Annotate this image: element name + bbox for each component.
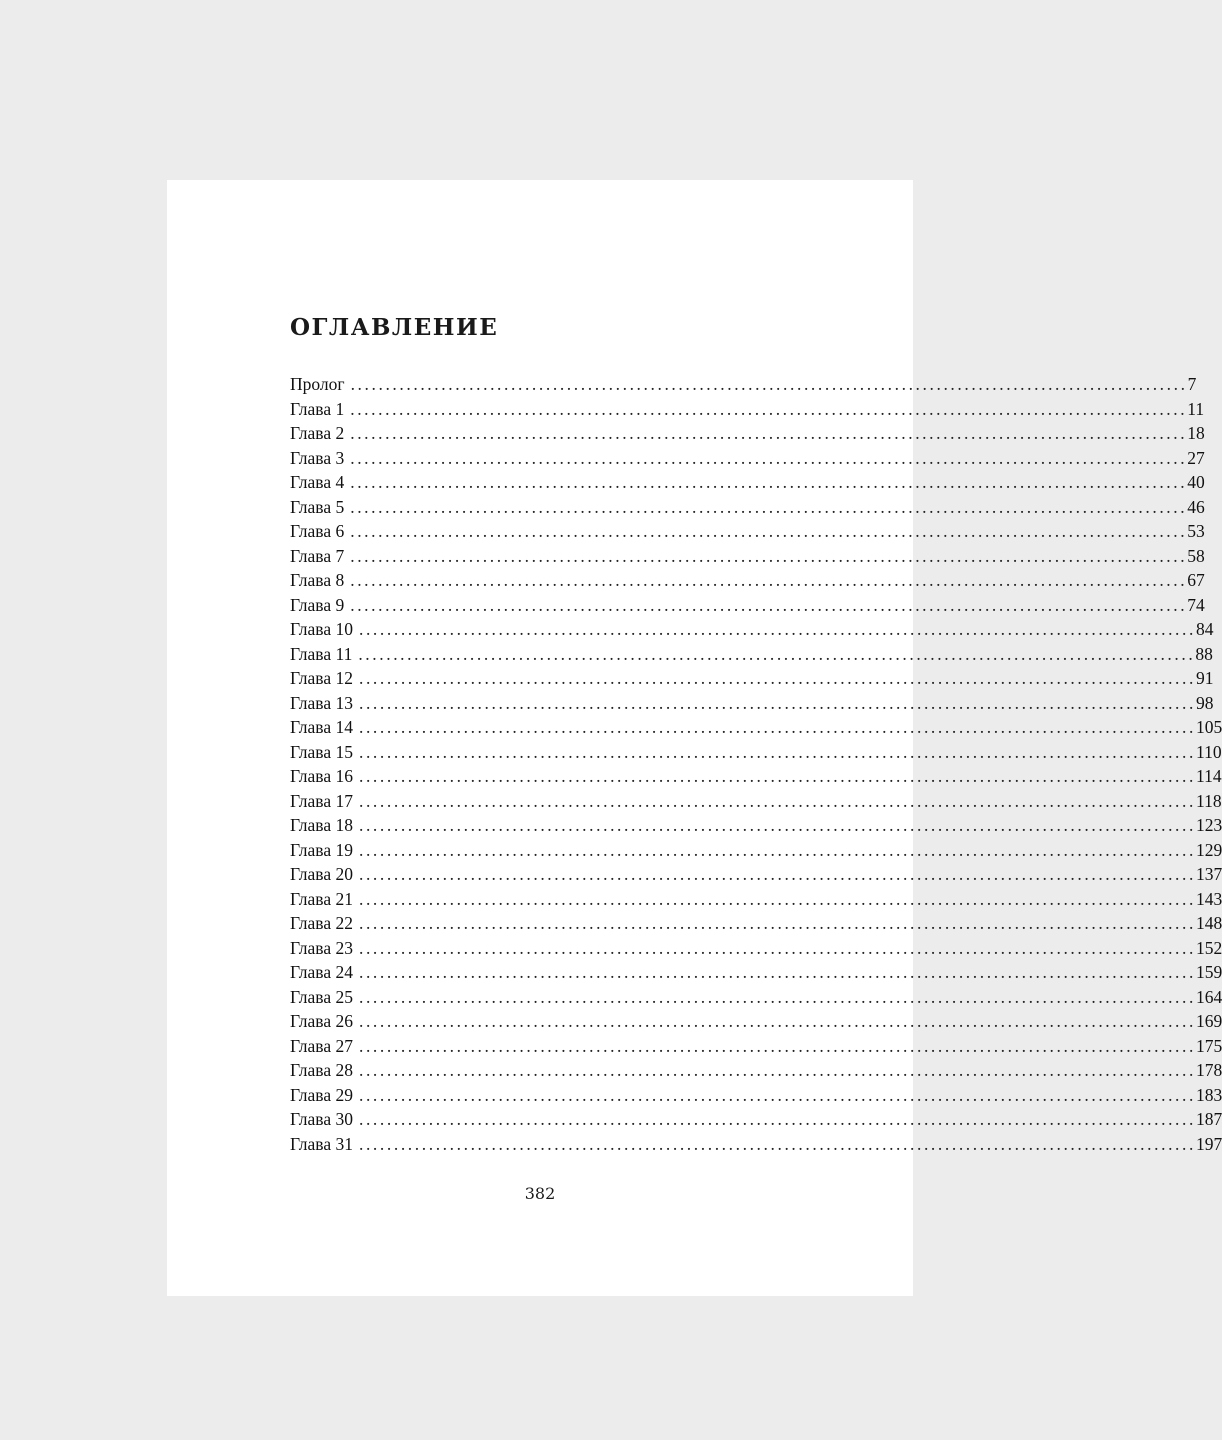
toc-entry-label: Глава 2 [290,423,345,443]
dot-leader: ........................................................................................................................ [358,668,1196,688]
toc-entry-label: Глава 5 [290,496,345,517]
dot-leader: ........................................................................................................................ [350,521,1188,541]
toc-entry-label: Глава 28 [290,1060,353,1080]
toc-entry-page: 164 [1195,986,1222,1007]
toc-entry [290,766,1222,791]
toc-entry [290,1011,1222,1036]
dot-leader: ........................................................................................................................ [358,962,1196,982]
toc-entry-page: 152 [1195,937,1222,958]
toc-entry-page: 143 [1195,888,1222,909]
toc-entry-page: 88 [1195,643,1213,664]
toc-entry [290,815,1222,840]
toc-entry [290,986,1222,1012]
toc-entry [290,447,1205,473]
dot-leader: ........................................................................................................................ [358,937,1196,958]
dot-leader: ........................................................................................................................ [350,398,1188,419]
toc-entry [290,374,1197,399]
dot-leader: ........................................................................................................................ [358,1133,1196,1154]
toc-entry-label: Глава 10 [290,619,353,639]
dot-leader: ........................................................................................................................ [358,864,1196,884]
toc-entry-label: Глава 13 [290,692,353,713]
toc-entry [290,496,1205,522]
toc-entry [290,472,1205,497]
book-page [167,180,1222,1296]
toc-entry-page: 178 [1195,1060,1222,1080]
toc-entry-page: 27 [1187,447,1205,468]
dot-leader: ........................................................................................................................ [358,1035,1196,1056]
toc-entry-label: Глава 6 [290,521,345,541]
toc-entry-label: Глава 12 [290,668,353,688]
toc-entry-page: 110 [1195,741,1222,762]
toc-entry-page: 129 [1195,839,1222,860]
dot-leader: ........................................................................................................................ [358,790,1196,811]
toc-entry-label: Глава 9 [290,594,345,615]
toc-entry [290,790,1222,816]
toc-entry [290,1084,1222,1110]
toc-entry-label: Глава 20 [290,864,353,884]
toc-entry-page: 148 [1195,913,1222,933]
dot-leader: ........................................................................................................................ [350,594,1188,615]
dot-leader: ........................................................................................................................ [358,692,1196,713]
toc-entry [290,643,1213,669]
toc-entry [290,619,1214,644]
dot-leader: ........................................................................................................................ [358,1109,1196,1129]
toc-entry-page: 187 [1195,1109,1222,1129]
toc-entry-page: 105 [1195,717,1222,737]
toc-entry-page: 58 [1187,545,1205,566]
toc-entry-page: 18 [1187,423,1205,443]
dot-leader: ........................................................................................................................ [358,1084,1196,1105]
toc-entry-label: Глава 8 [290,570,345,590]
toc-entry [290,668,1214,693]
toc-entry-page: 114 [1195,766,1222,786]
toc-entry-page: 40 [1187,472,1205,492]
dot-leader: ........................................................................................................................ [358,619,1196,639]
dot-leader: ........................................................................................................................ [358,741,1196,762]
dot-leader: ........................................................................................................................ [358,913,1196,933]
toc-entry-label: Пролог [290,374,345,394]
toc-entry-label: Глава 31 [290,1133,353,1154]
toc-entry [290,1109,1222,1134]
dot-leader: ........................................................................................................................ [350,472,1188,492]
toc-entry-page: 91 [1195,668,1214,688]
toc-entry-page: 175 [1195,1035,1222,1056]
dot-leader: ........................................................................................................................ [358,766,1196,786]
toc-entry-page: 11 [1187,398,1205,419]
dot-leader: ........................................................................................................................ [350,447,1188,468]
toc-entry-label: Глава 30 [290,1109,353,1129]
page-title: ОГЛАВЛЕНИЕ [290,314,499,341]
dot-leader: ........................................................................................................................ [358,815,1196,835]
dot-leader: ........................................................................................................................ [358,888,1196,909]
toc-entry [290,1060,1222,1085]
toc-entry [290,692,1214,718]
toc-entry-page: 197 [1195,1133,1222,1154]
dot-leader: ........................................................................................................................ [358,643,1196,664]
dot-leader: ........................................................................................................................ [358,1060,1196,1080]
toc-entry [290,594,1205,620]
dot-leader: ........................................................................................................................ [350,545,1188,566]
toc-entry-label: Глава 17 [290,790,353,811]
toc-entry-label: Глава 23 [290,937,353,958]
toc-entry-page: 67 [1187,570,1205,590]
toc-entry [290,423,1205,448]
toc-entry-label: Глава 4 [290,472,345,492]
toc-entry [290,937,1222,963]
toc-entry [290,864,1222,889]
dot-leader: ........................................................................................................................ [358,839,1196,860]
toc-entry-label: Глава 29 [290,1084,353,1105]
toc-entry-label: Глава 7 [290,545,345,566]
toc-entry-page: 123 [1195,815,1222,835]
toc-entry-label: Глава 27 [290,1035,353,1056]
toc-entry-label: Глава 24 [290,962,353,982]
toc-entry-page: 159 [1195,962,1222,982]
toc-entry-label: Глава 26 [290,1011,353,1031]
toc-entry [290,398,1205,424]
toc-entry-page: 183 [1195,1084,1222,1105]
page-number: 382 [524,1184,556,1203]
toc-entry-label: Глава 14 [290,717,353,737]
toc-entry [290,913,1222,938]
toc-entry-page: 84 [1195,619,1214,639]
toc-entry-label: Глава 22 [290,913,353,933]
toc-entry [290,962,1222,987]
toc-entry-label: Глава 19 [290,839,353,860]
toc-entry [290,717,1222,742]
toc-entry [290,570,1205,595]
toc-entry-label: Глава 1 [290,398,345,419]
toc-entry-label: Глава 18 [290,815,353,835]
toc-entry-page: 118 [1195,790,1222,811]
toc-entry-label: Глава 15 [290,741,353,762]
toc-entry [290,545,1205,571]
toc-entry-label: Глава 3 [290,447,345,468]
table-of-contents [290,374,1222,1158]
toc-entry-page: 169 [1195,1011,1222,1031]
toc-entry-page: 53 [1187,521,1205,541]
dot-leader: ........................................................................................................................ [350,423,1188,443]
toc-entry-page: 46 [1187,496,1205,517]
toc-entry-page: 74 [1187,594,1205,615]
dot-leader: ........................................................................................................................ [358,986,1196,1007]
toc-entry [290,1133,1222,1159]
toc-entry-page: 7 [1187,374,1197,394]
toc-entry-label: Глава 25 [290,986,353,1007]
toc-entry [290,741,1222,767]
toc-entry-page: 98 [1195,692,1214,713]
toc-entry [290,839,1222,865]
dot-leader: ........................................................................................................................ [358,1011,1196,1031]
toc-entry [290,521,1205,546]
dot-leader: ........................................................................................................................ [358,717,1196,737]
toc-entry-label: Глава 11 [290,643,353,664]
dot-leader: ........................................................................................................................ [350,374,1188,394]
toc-entry [290,1035,1222,1061]
dot-leader: ........................................................................................................................ [350,496,1188,517]
toc-entry-label: Глава 16 [290,766,353,786]
toc-entry-page: 137 [1195,864,1222,884]
toc-entry-label: Глава 21 [290,888,353,909]
dot-leader: ........................................................................................................................ [350,570,1188,590]
toc-entry [290,888,1222,914]
